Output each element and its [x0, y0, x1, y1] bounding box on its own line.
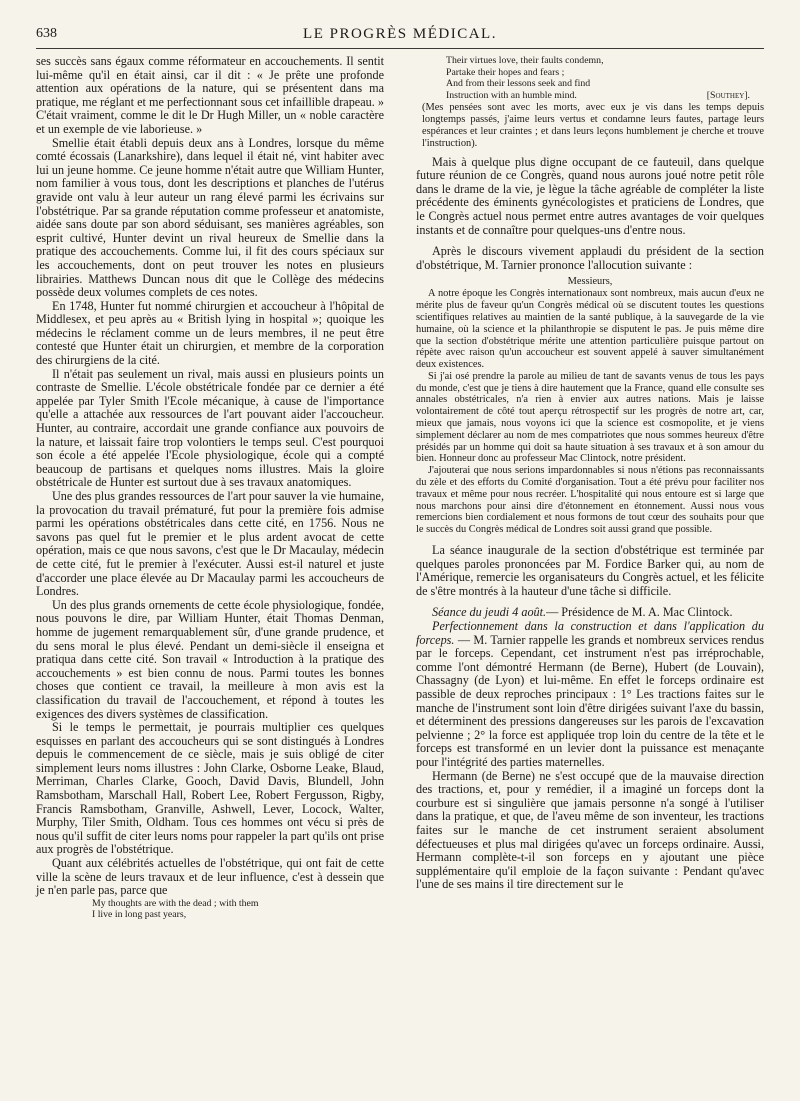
speech-paragraph: Si j'ai osé prendre la parole au milieu de tant de savants venus de tous les pays du monde, c'est que je tiens à dire hautement que la France, quand elle consulte ses annales obstétricales, n'a rien à envier aux autres nations. Mais je laisse volontairement de côté tout aperçu rétrospectif sur les progrès de notre art, car, mieux que jamais, nous voyons ici que la science est cosmopolite, et je viens simplement déclarer au nom de mes compatriotes que nous sommes heureux d'être présidés par un homme qui doit sa haute situation à ses travaux et à son amour du bien. Honneur donc au professeur Mac Clintock, notre président.: [416, 370, 764, 465]
section-text: — M. Tarnier rappelle les grands et nombreux services rendus par le forceps. Cependant, cet instrument n'est pas irréprochable, comme l'ont démontré Hermann (de Berne), Hubert (de Louvain), Chassagny (de Lyon) et lui-même. En effet le forceps ordinaire est passible de deux reproches principaux : 1° Les tractions faites sur le manche de l'instrument sont loin d'être dirigées suivant l'axe du bassin, et déterminent des pressions dangereuses sur les parois de l'excavation pelvienne ; 2° la force est appliquée trop loin du centre de la tête et le forceps est transformé en un levier dont la puissance est menaçante pour l'intégrité des parties maternelles.: [416, 632, 764, 769]
poem-source: [Southey].: [706, 89, 750, 101]
paragraph: La séance inaugurale de la section d'obstétrique est terminée par quelques paroles prononcées par M. Fordice Barker qui, au nom de l'Amérique, remercie les organisateurs du Congrès actuel, et les félicite de s'être montrés à la hauteur d'une tâche si difficile.: [416, 543, 764, 598]
paragraph: [416, 620, 764, 770]
paragraph: Une des plus grandes ressources de l'art pour sauver la vie humaine, la provocation du travail prématuré, fut pour la première fois admise parmi les opérations obstétricales dans cette cité, en 1756. Nous ne savons pas quel fut le premier et le plus ardent avocat de cette opération, mais ce que nous savons, c'est que le Dr Macaulay, médecin de cette cité, fut le premier à l'exécuter. Aussi est-il naturel et juste d'accorder une place élevée au Dr Macaulay parmi les accoucheurs de Londres.: [36, 489, 384, 599]
paragraph: Smellie était établi depuis deux ans à Londres, lorsque du même comté écossais (Lanarkshire), dans lequel il était né, vint habiter avec lui un jeune homme. Ce jeune homme n'était autre que William Hunter, nom familier à vous tous, dont les descriptions et planches de l'utérus gravide ont valu à leur auteur un rang élevé parmi les écrivains sur l'obstétrique. Par sa grande réputation comme professeur et anatomiste, aidée sans doute par son abord séduisant, ses manières agréables, son esprit cultivé, Hunter devint un rival heureux de Smellie dans la pratique des accouchements. Comme lui, il fit des cours spéciaux sur les accouchements, dont on peut trouver les notes en plusieurs librairies. Matthews Duncan nous dit que le Collège des médecins possède deux volumes complets de ces notes.: [36, 135, 384, 300]
right-column: [416, 55, 764, 921]
poem-line: [446, 90, 764, 102]
session-heading: [416, 606, 764, 620]
paragraph: Un des plus grands ornements de cette école physiologique, fondée, nous pouvons le dire, par William Hunter, était Thomas Denman, homme de jugement remarquablement sûr, d'une grande prudence, et du sens moral le plus élevé. Pendant un demi-siècle il enseigna et pratiqua dans cette cité. Son travail « Introduction à la pratique des accouchements » est bien connu de nous. Parmi toutes les bonnes choses que contient ce travail, la meilleure à mon avis est la classification du travail de l'accouchement, et répond à toutes les exigences des divers systèmes de classification.: [36, 597, 384, 721]
speech-paragraph: A notre époque les Congrès internationaux sont nombreux, mais aucun d'eux ne mérite plus de faveur qu'un Congrès médical où se discutent toutes les questions scientifiques relatives au maintien de la santé publique, à la sauvegarde de la vie humaine, où la science et la philanthropie se disputent le pas. Je puis même dire que la section d'obstétrique mérite une attention particulière puisque partout on répète avec raison qu'un accoucheur est souvent appelé à sauver simultanément deux existences.: [416, 288, 764, 371]
paragraph: ses succès sans égaux comme réformateur en accouchements. Il sentit lui-même qu'il en était ainsi, car il dit : « Je prête une profonde attention aux opérations de la nature, qui se présentent dans ma pratique, me réglant et me perfectionnant sous cet infaillible drapeau. » C'était vraiment, comme le dit le Dr Hugh Miller, un « noble caractère et un exemple de vie laborieuse. »: [36, 54, 384, 136]
poem-continuation: [446, 55, 764, 101]
paragraph: En 1748, Hunter fut nommé chirurgien et accoucheur à l'hôpital de Middlesex, et peu après au « British lying in hospital »; quoique les médecins le réclament comme un de leurs membres, il ne peut être contesté que Hunter était un chirurgien, et membre de la corporation des chirurgiens de la cité.: [36, 298, 384, 368]
session-date: Séance du jeudi 4 août.: [432, 605, 547, 620]
paragraph: Après le discours vivement applaudi du président de la section d'obstétrique, M. Tarnier prononce l'allocution suivante :: [416, 244, 764, 272]
poem-line: I live in long past years,: [92, 909, 187, 921]
journal-title: LE PROGRÈS MÉDICAL.: [303, 26, 497, 42]
speech: [416, 288, 764, 536]
paragraph: Mais à quelque plus digne occupant de ce fauteuil, dans quelque future réunion de ce Congrès, quand nous aurons joué notre petit rôle dans le drame de la vie, je lègue la tâche agréable de compléter la liste précédente des éminents gynécologistes et praticiens de Londres, que le Congrès actuel nous permet entre autres avantages de voir quelques instants et de connaître pour quelques-uns d'entre nous.: [416, 154, 764, 237]
poem-translation: (Mes pensées sont avec les morts, avec eux je vis dans les temps depuis longtemps passés, j'aime leurs vertus et condamne leurs fautes, partage leurs espérances et leur craintes ; et dans leurs leçons humblement je cherche et trouve l'instruction).: [422, 102, 764, 149]
poem-line: Their virtues love, their faults condemn,: [446, 55, 604, 66]
section-title: Perfectionnement dans la construction et dans l'application du forceps.: [416, 619, 764, 647]
page-number: 638: [36, 26, 57, 41]
poem-excerpt: [92, 898, 384, 921]
paragraph: Il n'était pas seulement un rival, mais aussi en plusieurs points un contraste de Smellie. L'école obstétricale fondée par ce dernier a été appelée par Tyler Smith l'Ecole mécanique, à cause de l'importance qu'elle a attachée aux ressources de l'art pouvant aider l'accoucheur. Hunter, au contraire, accordait une grande confiance aux pouvoirs de la nature, et laissait faire trop volontiers le temps seul. C'est pourquoi son école a été appelée l'Ecole physiologique, école qui a compté beaucoup de partisans et quelques noms illustres. Mais la gloire obstétricale de Hunter est surtout due à ses travaux anatomiques.: [36, 366, 384, 490]
poem-line-text: Instruction with an humble mind.: [446, 89, 577, 101]
poem-line: And from their lessons seek and find: [446, 78, 591, 90]
poem-line: Partake their hopes and fears ;: [446, 66, 565, 78]
paragraph: Quant aux célébrités actuelles de l'obstétrique, qui ont fait de cette ville la scène de leurs travaux et de leur influence, c'est à dessein que je n'en parle pas, parce que: [36, 856, 384, 898]
poem-line: My thoughts are with the dead ; with them: [92, 897, 259, 909]
paragraph: Si le temps le permettait, je pourrais multiplier ces quelques esquisses en parlant des accoucheurs qui se sont distingués à Londres depuis le commencement de ce siècle, mais je suis obligé de citer simplement leurs noms illustres : John Clarke, Osborne Leake, Blaud, Merriman, Charles Clarke, Gooch, David Davis, Blundell, John Ramsbotham, Marschall Hall, Robert Lee, Robert Fergusson, Rigby, Francis Ramsbotham, Granville, Ashwell, Lever, Locock, Walter, Murphy, Tiler Smith, Oldham. Tous ces hommes ont vécu si près de nous qu'il suffit de citer leurs noms pour rappeler la part qu'ils ont prise aux progrès de l'obstétrique.: [36, 720, 384, 857]
speech-paragraph: J'ajouterai que nous serions impardonnables si nous n'étions pas reconnaissants du zèle et des efforts du Comité d'organisation. Tout a été prévu pour faciliter nos travaux et même pour nous recréer. L'hospitalité qui nous entoure est si large que nous marchons pour ainsi dire d'étonnement en étonnement. Aussi nous vous remercions bien cordialement et nous formons de tout cœur des souhaits pour que le succès du Congrès médical de Londres soit aussi grand que possible.: [416, 465, 764, 536]
session-chair: — Présidence de M. A. Mac Clintock.: [546, 605, 733, 620]
left-column: [36, 55, 384, 921]
paragraph: Hermann (de Berne) ne s'est occupé que de la mauvaise direction des tractions, et, pour y remédier, il a imaginé un forceps dont la courbure est si singulière que jamais personne n'a songé à l'utiliser dans la pratique, et que, de l'aveu même de son inventeur, les tractions faites sur le manche de cet instrument seraient absolument défectueuses et plus mal dirigées qu'avec un forceps ordinaire. Aussi, Hermann complète-t-il son forceps en y ajoutant une pièce supplémentaire qu'il emploie de la façon suivante : Pendant qu'avec l'une de ses mains il tire directement sur le: [416, 768, 764, 892]
salutation: Messieurs,: [567, 276, 613, 288]
running-header: [36, 26, 764, 49]
